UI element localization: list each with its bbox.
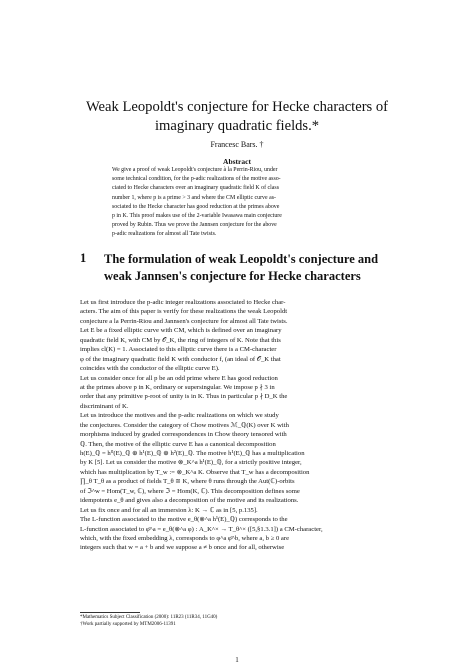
body-line: morphisms induced by graded correspondences in Chow theory tensored with [80,431,287,439]
body-line: h(E)_ℚ = h⁰(E)_ℚ ⊕ h¹(E)_ℚ ⊕ h²(E)_ℚ. The motive h¹(E)_ℚ has a multiplication [80,450,305,457]
abstract-line: p-adic realizations for almost all Tate twists. [112,231,217,238]
abstract-line: sociated to the Hecke character has good reduction at the primes above [112,203,280,210]
body-line: implies cl(K) = 1. Associated to this elliptic curve there is a CM-character [80,346,277,354]
body-line: φ of the imaginary quadratic field K with conductor f, (an ideal of 𝒪_K that [80,355,281,363]
body-line: idempotents e_θ and gives also a decomposition of the motive and its realizations. [80,497,299,505]
footnotes [80,614,396,628]
body-line: which has multiplication by T_w := ⊗_K^a K. Observe that T_w has a decomposition [80,468,310,476]
abstract-line: p in K. This proof makes use of the 2-variable Iwasawa main conjecture [112,213,282,220]
page-number: 1 [235,656,239,664]
body-line: the conjectures. Consider the category of Chow motives ℳ_ℚ(K) over K with [80,421,289,429]
section-number: 1 [80,251,87,265]
body-line: by K [5]. Let us consider the motive ⊗_K^a h¹(E)_ℚ, for a strictly positive integer, [80,459,302,467]
body-line: coincides with the conductor of the elliptic curve E). [80,365,220,373]
footnote-divider [80,612,140,613]
paper-title: Weak Leopoldt's conjecture for Hecke characters of imaginary quadratic fields.* [85,99,389,134]
body-line: Let us introduce the motives and the p-adic realizations on which we study [80,412,279,420]
section-title: The formulation of weak Leopoldt's conjecture and weak Jannsen's conjecture for Hecke characters [104,252,379,283]
abstract-line: number 1, where p is a prime > 3 and where the CM elliptic curve as- [112,194,276,201]
abstract-heading: Abstract [223,157,251,166]
body-line: conjecture a la Perrin-Riou and Jannsen's conjecture for almost all Tate twists. [80,317,288,325]
body-line: Let us first introduce the p-adic integer realizations associated to Hecke char- [80,299,286,306]
abstract-line: proved by Rubin. Thus we prove the Jannsen conjecture for the above [112,222,277,229]
body-text [80,298,396,553]
footnote-funding: †Work partially supported by MTM2006-11391 [80,622,176,627]
body-line: ℚ. Then, the motive of the elliptic curve E has a canonical decomposition [80,440,276,448]
body-line: of ℑ^w = Hom(T_w, ℂ), where ℑ = Hom(K, ℂ). This decomposition defines some [80,487,300,495]
body-line: Let us consider once for all p be an odd prime where E has good reduction [80,374,278,382]
body-line: discriminant of K. [80,402,129,410]
body-line: L-function associated to φ̄^a = e_θ(⊗^a φ) : A_K^× → T_θ^× ([5,§1.3.1]) a CM-character, [80,525,323,533]
body-line: quadratic field K, with CM by 𝒪_K, the ring of integers of K. Note that this [80,336,281,344]
body-line: integers such that w = a + b and we suppose a ≠ b once and for all, otherwise [80,544,285,552]
abstract-line: We give a proof of weak Leopoldt's conjecture à la Perrin-Riou, under [112,167,278,173]
body-line: Let E be a fixed elliptic curve with CM, which is defined over an imaginary [80,327,282,335]
body-line: order that any primitive p-root of unity is in K. Thus in particular p ∤ D_K the [80,393,288,401]
body-line: The L-function associated to the motive e_θ(⊗^a h¹(E)_ℚ) corresponds to the [80,516,288,524]
body-line: acters. The aim of this paper is verify for these realizations the weak Leopoldt [80,308,288,316]
abstract-line: some technical condition, for the p-adic realizations of the motive asso- [112,176,281,183]
author-name: Francesc Bars. † [210,140,264,149]
body-line: which, with the fixed embedding λ, corresponds to φ^a φ̄^b, where a, b ≥ 0 are [80,534,290,542]
abstract-text [112,166,364,240]
abstract-line: ciated to Hecke characters over an imaginary quadratic field K of class [112,185,279,192]
body-line: ∏_θ T_θ as a product of fields T_θ ≅ K, where θ runs through the Aut(ℂ)-orbits [80,478,295,486]
footnote-msc: *Mathematics Subject Classification (2000): 11R23 (11R34, 11G40) [80,615,218,620]
body-line: at the primes above p in K, ordinary or supersingular. We impose p ∤ 3 in [80,383,275,391]
body-line: Let us fix once and for all an immersion λ: K → ℂ as in [5, p.135]. [80,506,258,514]
